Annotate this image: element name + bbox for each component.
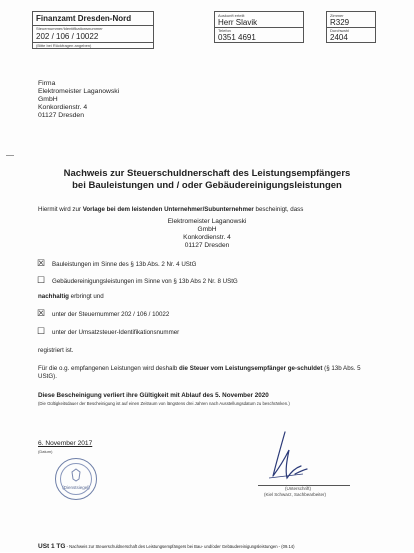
- address-line: Firma: [38, 80, 56, 87]
- signature-label: (Unterschrift): [285, 486, 312, 491]
- option-ustid: unter der Umsatzsteuer-Identifikationsnummer: [52, 329, 180, 336]
- document-title-line2: bei Bauleistungen und / oder Gebäudereinigungsleistungen: [72, 180, 342, 191]
- signature-image: [255, 428, 315, 486]
- seal-text: (Dienstsiegel): [62, 485, 90, 490]
- steuernummer-value: 202 / 106 / 10022: [36, 32, 99, 41]
- registriert-text: registriert ist.: [38, 347, 74, 354]
- telefon-label: Telefon: [218, 28, 231, 33]
- form-footer: [38, 535, 388, 553]
- official-seal: [55, 458, 97, 500]
- date-label: (Datum): [38, 449, 53, 454]
- zimmer-box: [326, 11, 376, 43]
- seal-emblem-icon: [69, 468, 83, 482]
- zimmer-value: R329: [330, 18, 350, 27]
- fold-mark: [6, 155, 14, 156]
- checkbox-steuernummer[interactable]: ☒: [37, 308, 46, 318]
- gueltigkeit-note: (Die Gültigkeitsdauer der Bescheinigung ist auf einen Zeitraum von längstens drei Jahren nach Ausstellungsdatum zu beschränken.): [38, 401, 290, 406]
- auskunft-label: Auskunft erteilt: [218, 13, 245, 18]
- issue-date: 6. November 2017: [38, 440, 93, 447]
- checkbox-ustid[interactable]: ☐: [37, 326, 46, 336]
- office-name: Finanzamt Dresden-Nord: [36, 14, 132, 23]
- auskunft-box: [214, 11, 304, 43]
- document-title-line1: Nachweis zur Steuerschuldnerschaft des Leistungsempfängers: [63, 168, 351, 179]
- durchwahl-label: Durchwahl: [330, 28, 349, 33]
- form-code: USt 1 TG: [38, 543, 66, 550]
- company-line: Elektromeister Laganowski: [167, 218, 247, 225]
- address-line: Elektromeister Laganowski: [38, 88, 120, 95]
- option-gebaeudereinigung: Gebäudereinigungsleistungen im Sinne von § 13b Abs 2 Nr. 8 UStG: [52, 278, 238, 285]
- company-line: 01127 Dresden: [184, 242, 230, 249]
- office-box: [32, 11, 154, 49]
- bitte-label: (Bitte bei Rückfragen angeben): [36, 43, 92, 48]
- option-steuernummer: unter der Steuernummer 202 / 106 / 10022: [52, 311, 170, 318]
- zimmer-label: Zimmer: [330, 13, 344, 18]
- address-line: Konkordienstr. 4: [38, 104, 88, 111]
- address-block: [38, 80, 119, 120]
- form-description: - Nachweis zur Steuerschuldnerschaft des Leistungsempfängers bei Bau- und/oder Gebäudereinigungsleistungen - (09.14): [65, 544, 295, 549]
- address-line: 01127 Dresden: [38, 112, 84, 119]
- company-line: Konkordienstr. 4: [183, 234, 231, 241]
- steuerschuld-text: Für die o.g. empfangenen Leistungen wird deshalb die Steuer vom Leistungsempfänger ge-schuldet (§ 13b Abs. 5 UStG).: [38, 365, 361, 380]
- address-line: GmbH: [38, 96, 58, 103]
- telefon-value: 0351 4691: [218, 33, 256, 42]
- auskunft-name: Herr Slavik: [218, 18, 258, 27]
- checkbox-gebaeudereinigung[interactable]: ☐: [37, 275, 46, 285]
- company-block: [107, 218, 307, 250]
- checkbox-bauleistungen[interactable]: ☒: [37, 258, 46, 268]
- option-bauleistungen: Bauleistungen im Sinne des § 13b Abs. 2 Nr. 4 UStG: [52, 261, 197, 268]
- gueltigkeit-text: Diese Bescheinigung verliert ihre Gültigkeit mit Ablauf des 5. November 2020: [38, 392, 269, 399]
- steuernummer-label: Steuernummer/Identifikationsnummer: [36, 26, 103, 31]
- intro-text: Hiermit wird zur Vorlage bei dem leistenden Unternehmer/Subunternehmer bescheinigt, dass: [38, 206, 304, 213]
- signer-name: (Kiel Schwarz, Sachbearbeiter): [264, 492, 327, 497]
- nachhaltig-text: nachhaltig erbringt und: [38, 293, 104, 300]
- durchwahl-value: 2404: [330, 33, 348, 42]
- company-line: GmbH: [197, 226, 217, 233]
